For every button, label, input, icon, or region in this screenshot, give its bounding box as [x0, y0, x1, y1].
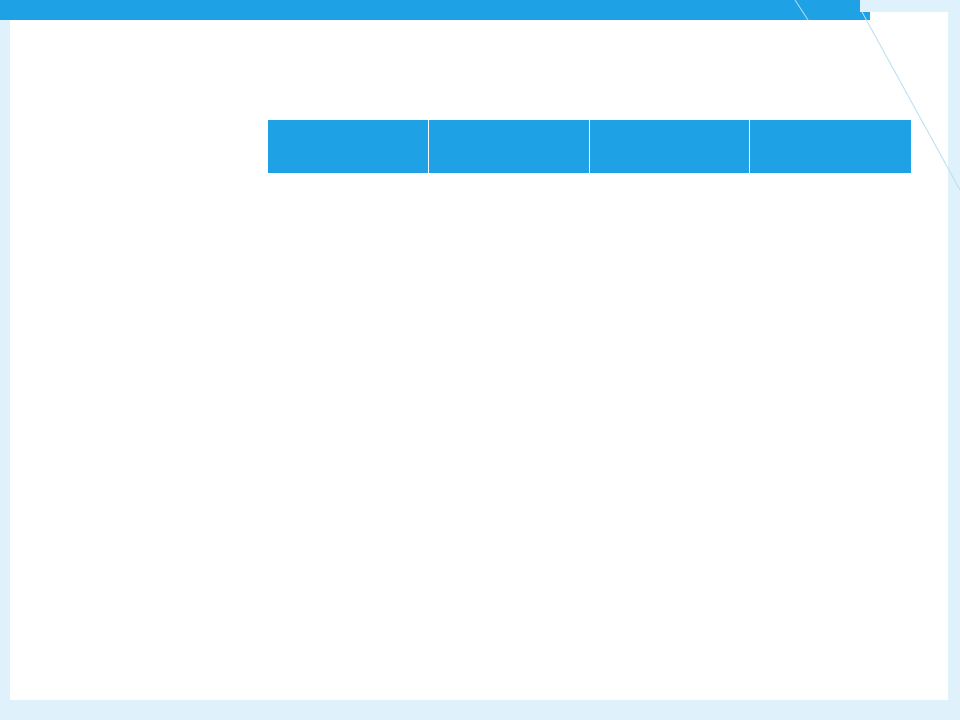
- header-standardized: [429, 120, 590, 173]
- optimization-table: [108, 120, 911, 173]
- table-header-row: [108, 120, 911, 173]
- header-blank-cell: [108, 120, 268, 173]
- header-rationalized: [590, 120, 751, 173]
- header-basic: [268, 120, 429, 173]
- header-dynamic: [750, 120, 911, 173]
